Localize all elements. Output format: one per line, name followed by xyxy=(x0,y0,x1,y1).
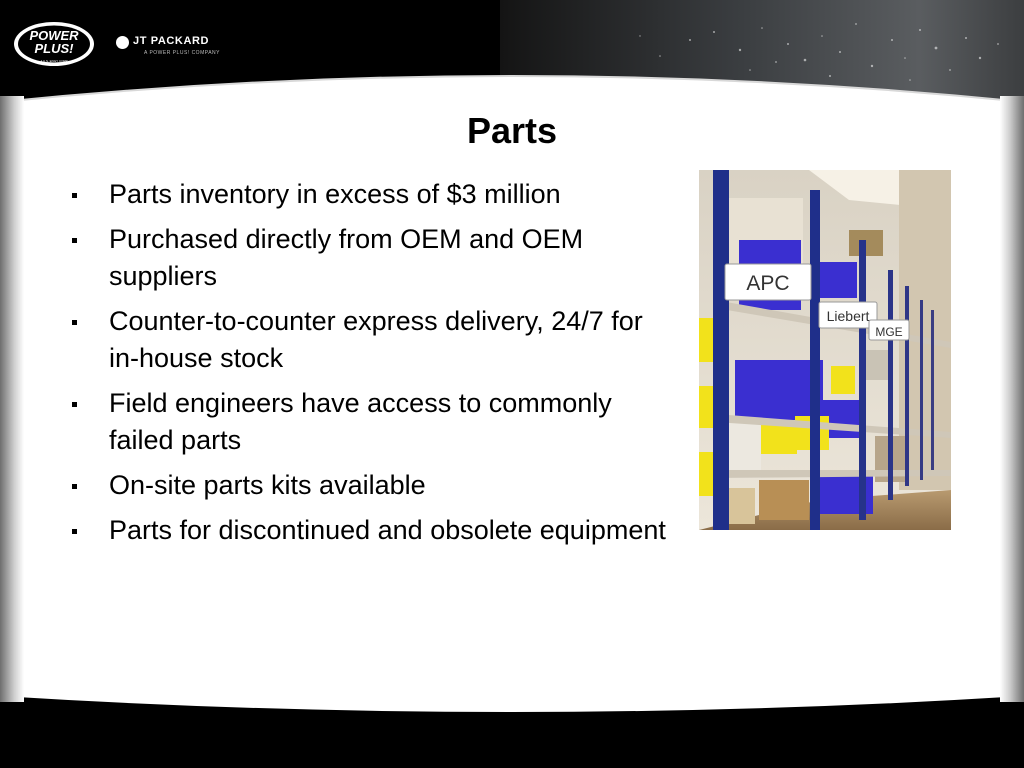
bullet-text: On-site parts kits available xyxy=(109,470,426,500)
mge-shelf-label: MGE xyxy=(875,325,903,339)
bullet-marker-icon xyxy=(72,193,77,198)
bullet-marker-icon xyxy=(72,238,77,243)
apc-shelf-label: APC xyxy=(746,272,790,295)
jt-packard-name: JT PACKARD xyxy=(133,35,210,47)
svg-text:PLUS!: PLUS! xyxy=(34,41,74,56)
slide-title: Parts xyxy=(466,110,558,151)
bullet-text: Parts for discontinued and obsolete equipment xyxy=(109,515,666,545)
svg-text:A U.S. ENGY CORP: A U.S. ENGY CORP xyxy=(40,59,68,63)
bullet-list xyxy=(68,176,668,557)
bullet-text: Purchased directly from OEM and OEM suppliers xyxy=(109,224,584,291)
jt-packard-tagline: A POWER PLUS! COMPANY xyxy=(144,50,220,56)
liebert-shelf-label: Liebert xyxy=(826,308,870,324)
bullet-text: Counter-to-counter express delivery, 24/7 for in-house stock xyxy=(109,306,643,373)
bullet-marker-icon xyxy=(72,402,77,407)
bullet-text: Field engineers have access to commonly failed parts xyxy=(109,388,612,455)
bullet-item xyxy=(68,467,668,504)
bullet-text: Parts inventory in excess of $3 million xyxy=(109,179,561,209)
parts-warehouse-photo xyxy=(699,170,951,530)
bullet-item xyxy=(68,385,668,459)
bullet-marker-icon xyxy=(72,529,77,534)
bullet-item xyxy=(68,176,668,213)
bullet-item xyxy=(68,512,668,549)
bullet-marker-icon xyxy=(72,320,77,325)
bullet-marker-icon xyxy=(72,484,77,489)
bullet-item xyxy=(68,221,668,295)
svg-text:POWER: POWER xyxy=(29,28,79,43)
bullet-item xyxy=(68,303,668,377)
